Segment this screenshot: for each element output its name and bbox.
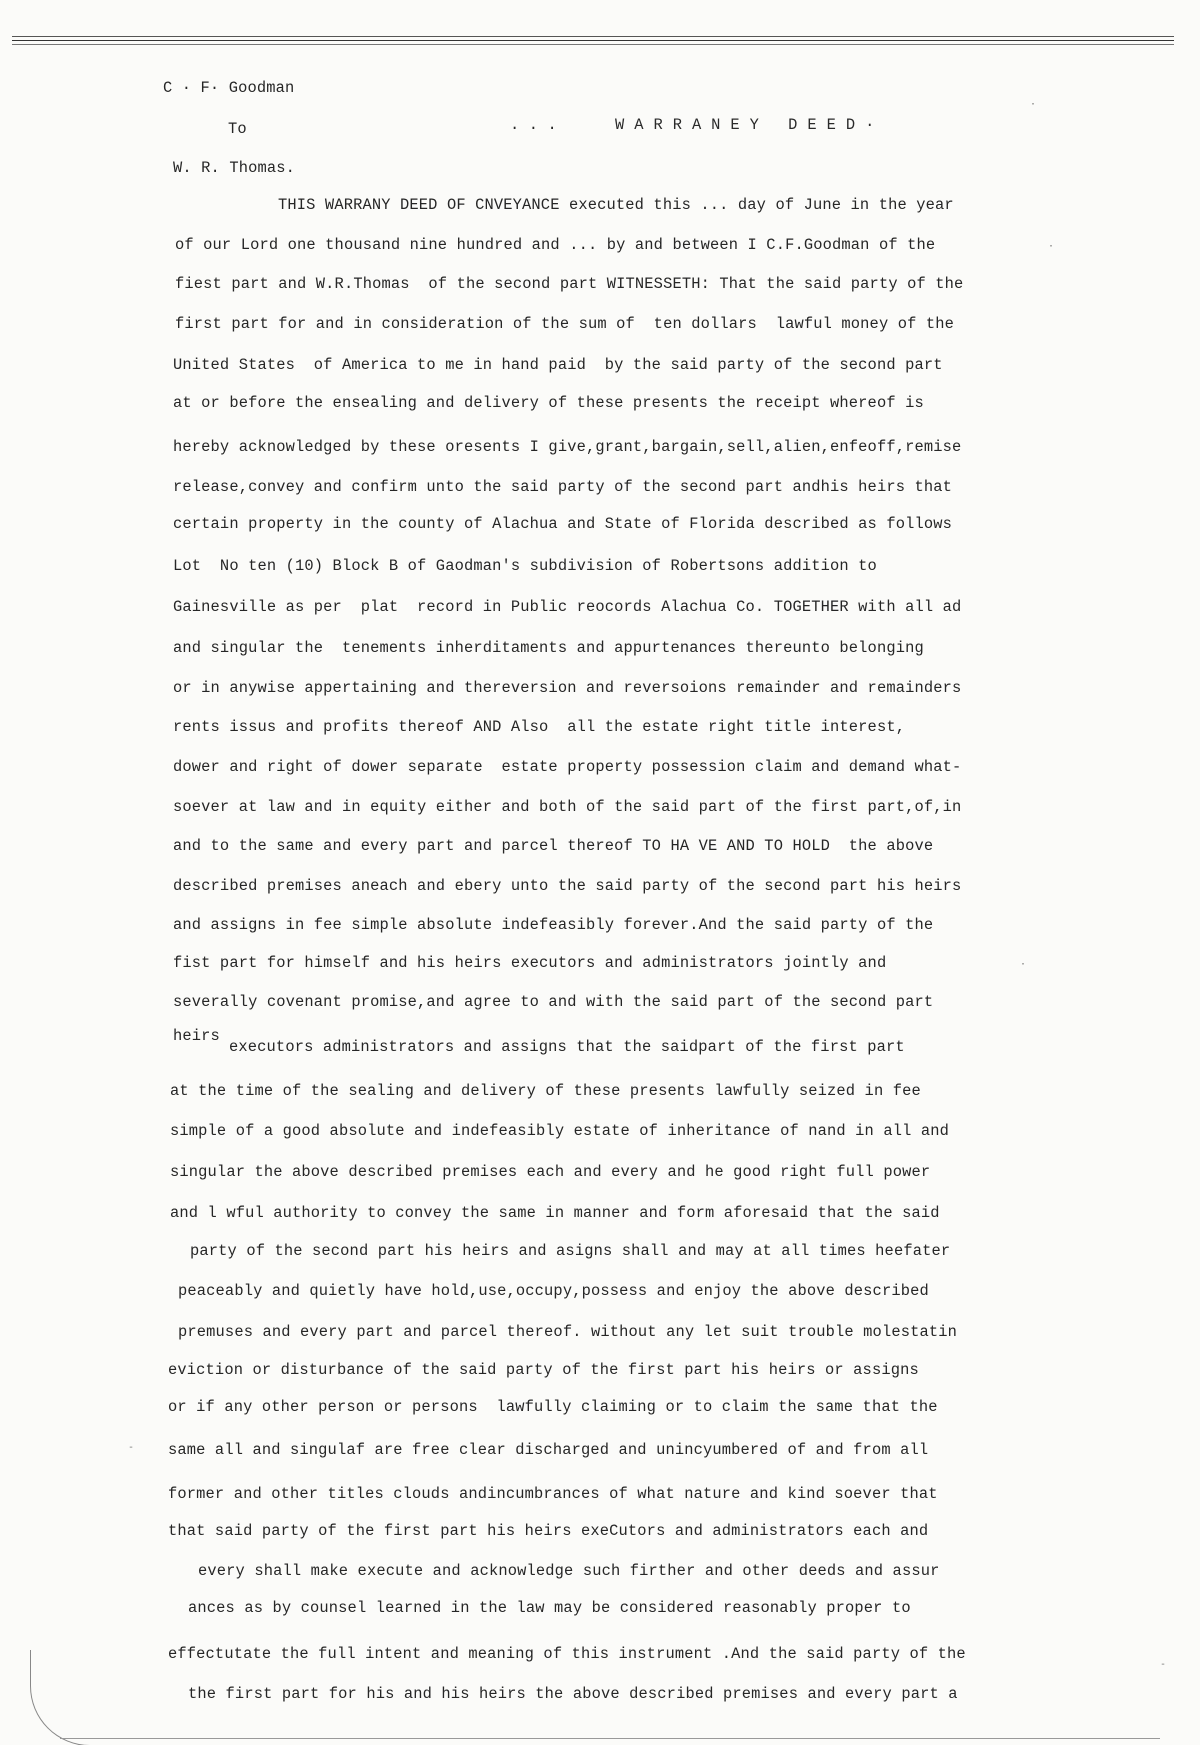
deed-line: release,convey and confirm unto the said party of the second part andhis heirs that — [173, 478, 953, 496]
deed-line: first part for and in consideration of the sum of ten dollars lawful money of the — [175, 315, 955, 333]
deed-line: singular the above described premises each and every and he good right full power — [170, 1163, 931, 1181]
ink-speck: · — [1030, 99, 1037, 110]
ink-speck: - — [1160, 1659, 1167, 1670]
grantor-name: C · F· Goodman — [163, 79, 295, 97]
deed-line: dower and right of dower separate estate property possession claim and demand what- — [173, 758, 962, 776]
deed-line: Lot No ten (10) Block B of Gaodman's subdivision of Robertsons addition to — [173, 557, 877, 575]
deed-line: rents issus and profits thereof AND Also all the estate right title interest, — [173, 718, 906, 736]
deed-line: Gainesville as per plat record in Public reocords Alachua Co. TOGETHER with all ad — [173, 598, 962, 616]
deed-line: that said party of the first part his heirs exeCutors and administrators each and — [168, 1522, 929, 1540]
top-rule — [12, 40, 1174, 41]
deed-line: party of the second part his heirs and asigns shall and may at all times heefater — [190, 1242, 951, 1260]
to-label: To — [228, 120, 247, 138]
bottom-rule — [60, 1738, 1160, 1739]
deed-line: and assigns in fee simple absolute indefeasibly forever.And the said party of the — [173, 916, 934, 934]
deed-line: hereby acknowledged by these oresents I give,grant,bargain,sell,alien,enfeoff,remise — [173, 438, 962, 456]
deed-line: and to the same and every part and parcel thereof TO HA VE AND TO HOLD the above — [173, 837, 934, 855]
deed-line: and singular the tenements inherditaments and appurtenances thereunto belonging — [173, 639, 924, 657]
deed-line: or in anywise appertaining and thereversion and reversoions remainder and remainders — [173, 679, 962, 697]
deed-line: eviction or disturbance of the said party of the first part his heirs or assigns — [168, 1361, 919, 1379]
deed-line: soever at law and in equity either and both of the said part of the first part,of,in — [173, 798, 962, 816]
ink-speck: · — [1048, 241, 1055, 252]
heading-dots: . . . — [510, 116, 557, 134]
grantee-name: W. R. Thomas. — [173, 159, 296, 177]
document-title: WARRANEY DEED· — [615, 116, 885, 134]
margin-note: heirs — [173, 1027, 220, 1045]
deed-line: the first part for his and his heirs the above described premises and every part a — [188, 1685, 958, 1703]
deed-line: every shall make execute and acknowledge such firther and other deeds and assur — [198, 1562, 940, 1580]
ink-speck: - — [128, 1442, 135, 1453]
deed-line: simple of a good absolute and indefeasibly estate of inheritance of nand in all and — [170, 1122, 950, 1140]
deed-line: certain property in the county of Alachua and State of Florida described as follows — [173, 515, 953, 533]
deed-line: same all and singulaf are free clear discharged and unincyumbered of and from all — [168, 1441, 929, 1459]
deed-line: at or before the ensealing and delivery of these presents the receipt whereof is — [173, 394, 924, 412]
deed-line: fiest part and W.R.Thomas of the second part WITNESSETH: That the said party of the — [175, 275, 964, 293]
deed-line: described premises aneach and ebery unto the said party of the second part his heirs — [173, 877, 962, 895]
deed-line: or if any other person or persons lawfully claiming or to claim the same that the — [168, 1398, 938, 1416]
deed-line: executors administrators and assigns that the saidpart of the first part — [229, 1038, 905, 1056]
top-rule — [12, 36, 1174, 37]
deed-line: United States of America to me in hand paid by the said party of the second part — [173, 356, 943, 374]
deed-line: ances as by counsel learned in the law may be considered reasonably proper to — [188, 1599, 911, 1617]
deed-line: effectutate the full intent and meaning of this instrument .And the said party of the — [168, 1645, 966, 1663]
deed-line: at the time of the sealing and delivery of these presents lawfully seized in fee — [170, 1082, 921, 1100]
deed-line: former and other titles clouds andincumbrances of what nature and kind soever that — [168, 1485, 938, 1503]
deed-line: and l wful authority to convey the same in manner and form aforesaid that the said — [170, 1204, 940, 1222]
deed-line: severally covenant promise,and agree to and with the said part of the second part — [173, 993, 934, 1011]
deed-line: peaceably and quietly have hold,use,occupy,possess and enjoy the above described — [178, 1282, 929, 1300]
deed-line: THIS WARRANY DEED OF CNVEYANCE executed this ... day of June in the year — [278, 196, 954, 214]
page-curl-edge — [30, 1650, 91, 1745]
ink-speck: · — [1020, 959, 1027, 970]
deed-line: premuses and every part and parcel thereof. without any let suit trouble molestatin — [178, 1323, 958, 1341]
deed-line: fist part for himself and his heirs executors and administrators jointly and — [173, 954, 887, 972]
deed-line: of our Lord one thousand nine hundred and ... by and between I C.F.Goodman of the — [175, 236, 936, 254]
top-rule — [12, 44, 1174, 45]
